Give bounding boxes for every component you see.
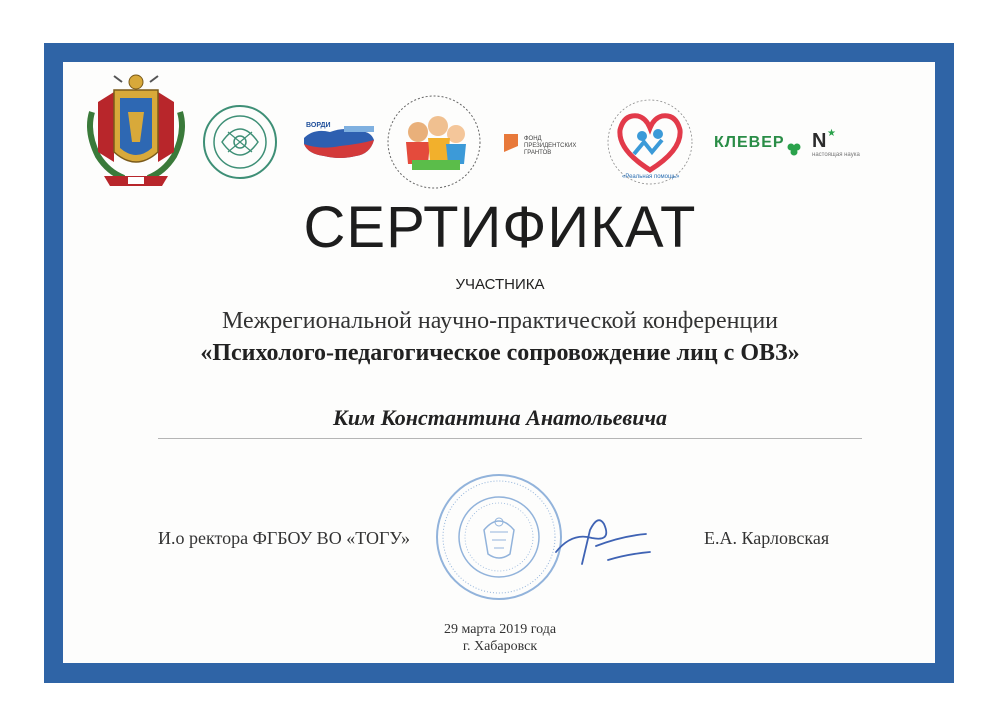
signatory-role: И.о ректора ФГБОУ ВО «ТОГУ» — [158, 528, 410, 548]
real-help-caption: «Реальная помощь» — [622, 174, 680, 180]
vordi-caption: ВОРДИ — [306, 122, 331, 129]
official-stamp — [434, 472, 564, 607]
n-science-logo — [812, 128, 860, 158]
issue-date-block — [0, 621, 1000, 655]
certificate-title: СЕРТИФИКАТ — [303, 195, 697, 260]
certificate-subtitle: УЧАСТНИКА — [455, 276, 545, 293]
klever-name: КЛЕВЕР — [714, 134, 785, 151]
fund-line3: ГРАНТОВ — [524, 150, 552, 156]
conference-line-2: «Психолого-педагогическое сопровождение лиц с ОВЗ» — [200, 340, 800, 366]
star-icon: ★ — [827, 128, 836, 139]
clover-icon — [786, 142, 802, 158]
conference-line-1: Межрегиональной научно-практической конференции — [221, 308, 779, 334]
name-underline — [158, 438, 862, 439]
coat-of-arms-logo — [84, 72, 188, 197]
issue-city: г. Хабаровск — [462, 639, 538, 654]
recipient-name: Ким Константина Анатольевича — [332, 405, 668, 430]
n-caption: настоящая наука — [812, 152, 860, 158]
fund-line2: ПРЕЗИДЕНТСКИХ — [524, 143, 577, 149]
presidential-grants-fund-logo — [502, 132, 577, 159]
vordi-logo — [300, 120, 376, 167]
issue-date: 29 марта 2019 года — [443, 622, 557, 637]
signatory-name: Е.А. Карловская — [704, 528, 830, 548]
signature — [552, 512, 652, 577]
children-resource-center-logo — [384, 92, 484, 197]
klever-logo — [714, 134, 785, 152]
real-help-logo — [604, 96, 696, 193]
n-letter: N — [812, 130, 827, 152]
ruits-togu-emblem — [200, 102, 280, 187]
fund-line1: ФОНД — [524, 136, 542, 142]
